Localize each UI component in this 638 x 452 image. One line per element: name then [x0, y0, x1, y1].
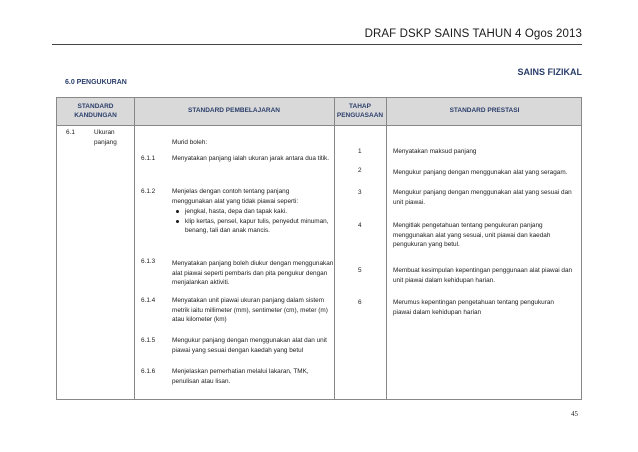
pembelajaran-code: 6.1.6: [141, 368, 156, 375]
document-title: DRAF DSKP SAINS TAHUN 4 Ogos 2013: [364, 28, 582, 40]
column-divider: [334, 98, 335, 399]
prestasi-text: Menyatakan maksud panjang: [393, 148, 477, 155]
document-header: [365, 28, 582, 40]
pembelajaran-code: 6.1.1: [141, 155, 156, 162]
pembelajaran-code: 6.1.5: [141, 337, 156, 344]
list-item: [172, 207, 332, 217]
curriculum-table: [56, 97, 582, 400]
header-standard-prestasi: STANDARD PRESTASI: [449, 107, 520, 115]
section-title: 6.0 PENGUKURAN: [65, 79, 127, 86]
page-number: 45: [571, 410, 578, 418]
bullet-text: jengkal, hasta, depa dan tapak kaki.: [185, 208, 287, 215]
tahap-level: 5: [358, 267, 362, 274]
column-divider: [134, 98, 135, 399]
pembelajaran-text: Mengukur panjang dengan menggunakan alat dan unit piawai yang sesuai dengan kaedah yang betul: [172, 337, 327, 354]
tahap-level: 1: [358, 148, 362, 155]
tahap-level: 6: [358, 299, 362, 306]
pembelajaran-code: 6.1.4: [141, 297, 156, 304]
pembelajaran-text: Menyatakan panjang ialah ukuran jarak antara dua titik.: [172, 155, 330, 162]
tahap-level: 2: [358, 167, 362, 174]
header-divider: [52, 44, 582, 45]
prestasi-text: Mengukur panjang dengan menggunakan alat yang seragam.: [393, 169, 568, 176]
kandungan-code: 6.1: [66, 129, 75, 136]
list-item: [172, 217, 332, 236]
pembelajaran-text: Menyatakan panjang boleh diukur dengan menggunakan alat piawai seperti pembaris dan pita pengukur dengan menjalankan aktiviti.: [172, 260, 334, 287]
prestasi-text: Membuat kesimpulan kepentingan penggunaan alat piawai dan unit piawai dalam kehidupan harian.: [393, 267, 573, 284]
header-standard-pembelajaran: STANDARD PEMBELAJARAN: [188, 107, 280, 115]
kandungan-title: Ukuran panjang: [94, 129, 117, 146]
pembelajaran-bullet-list: [172, 207, 332, 236]
prestasi-text: Mengitlak pengetahuan tentang pengukuran panjang menggunakan alat yang sesuai, unit piawai dan kaedah pengukuran yang betul.: [393, 222, 551, 249]
pembelajaran-code: 6.1.2: [141, 188, 156, 195]
pembelajaran-text: Menjelaskan pemerhatian melalui lakaran, TMK, penulisan atau lisan.: [172, 368, 309, 385]
pembelajaran-text: Menjelas dengan contoh tentang panjang menggunakan alat yang tidak piawai seperti:: [172, 188, 299, 205]
bullet-icon: [176, 210, 179, 213]
bullet-text: klip kertas, pensel, kapur tulis, penyedut minuman, benang, tali dan anak mancis.: [185, 217, 329, 235]
tahap-level: 3: [358, 189, 362, 196]
pembelajaran-text: Menyatakan unit piawai ukuran panjang dalam sistem metrik iaitu millimeter (mm), sentimeter (cm), meter (m) atau kilometer (km): [172, 297, 328, 324]
header-tahap-penguasaan: TAHAP PENGUASAAN: [336, 102, 384, 119]
pembelajaran-code: 6.1.3: [141, 258, 156, 265]
pembelajaran-intro: Murid boleh:: [172, 139, 208, 146]
prestasi-text: Mengukur panjang dengan menggunakan alat yang sesuai dan unit piawai.: [393, 189, 572, 206]
table-header-row: [57, 98, 581, 126]
subject-title: SAINS FIZIKAL: [517, 67, 582, 77]
column-divider: [386, 98, 387, 399]
bullet-icon: [176, 220, 179, 223]
prestasi-text: Merumus kepentingan pengetahuan tentang pengukuran piawai dalam kehidupan harian: [393, 299, 554, 316]
tahap-level: 4: [358, 222, 362, 229]
header-standard-kandungan: STANDARD KANDUNGAN: [74, 102, 117, 119]
